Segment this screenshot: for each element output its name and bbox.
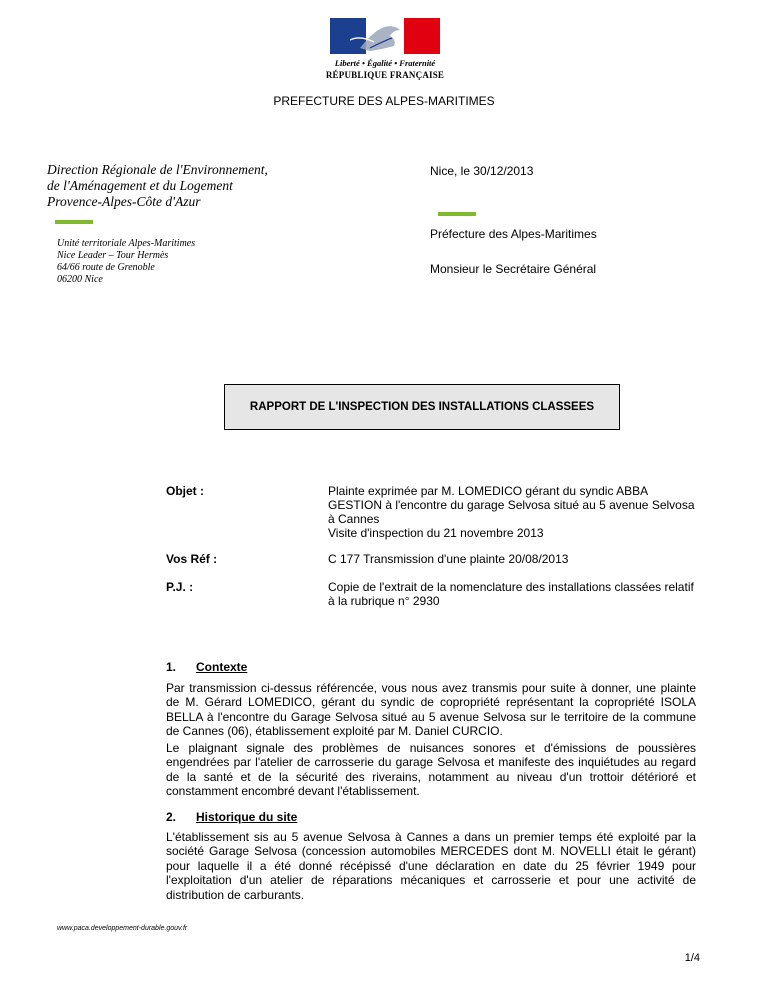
recipient-line: Monsieur le Secrétaire Général — [430, 262, 597, 276]
page-number: 1/4 — [684, 952, 700, 964]
section-1-heading — [166, 660, 247, 674]
accent-divider-left — [55, 220, 93, 224]
paragraph-line: engendrées par l'atelier de carrosserie du garage Selvosa et manifeste des inquiétudes au regard — [166, 755, 696, 770]
paragraph-line: pour laquelle il a été donné récépissé d'une déclaration en date du 25 février 1949 pour — [166, 858, 696, 873]
paragraph-line: BELLA à l'encontre du Garage Selvosa situé au 5 avenue Selvosa sur le territoire de la commune — [166, 709, 696, 724]
unit-line: 06200 Nice — [57, 274, 103, 285]
paragraph-line: l'exploitation d'un atelier de réparations mécaniques et carrosserie et pour une activité de — [166, 873, 696, 888]
accent-divider-right — [438, 212, 476, 216]
paragraph-line: Par transmission ci-dessus référencée, vous nous avez transmis pour suite à donner, une plainte — [166, 681, 696, 695]
pj-label: P.J. : — [166, 580, 194, 594]
pj-value — [328, 580, 702, 608]
objet-line: Visite d'inspection du 21 novembre 2013 — [328, 526, 544, 540]
objet-line: à Cannes — [328, 512, 380, 526]
date-line: Nice, le 30/12/2013 — [430, 164, 534, 178]
pj-line: à la rubrique n° 2930 — [328, 594, 440, 608]
paragraph-line: de M. Gérard LOMEDICO, gérant du syndic de copropriété représentant la copropriété ISOLA — [166, 695, 696, 710]
republic-motto: Liberté • Égalité • Fraternité — [334, 58, 436, 68]
paragraph-line: Le plaignant signale des problèmes de nuisances sonores et d'émissions de poussières — [166, 741, 696, 755]
direction-line: Provence-Alpes-Côte d'Azur — [47, 194, 201, 209]
paragraph-line: de la santé et de la sécurité des riverains, notamment au niveau d'un trottoir détérioré et — [166, 769, 696, 784]
section-2-paragraph-1 — [166, 830, 696, 902]
pj-line: Copie de l'extrait de la nomenclature des installations classées relatif — [328, 580, 694, 594]
footer-url: www.paca.developpement-durable.gouv.fr — [57, 925, 188, 932]
paragraph-line: L'établissement sis au 5 avenue Selvosa à Cannes a dans un premier temps été exploité par la — [166, 830, 696, 844]
vosref-label: Vos Réf : — [166, 552, 218, 566]
direction-line: Direction Régionale de l'Environnement, — [47, 162, 268, 177]
recipient-line: Préfecture des Alpes-Maritimes — [430, 227, 597, 241]
section-1-paragraph-2 — [166, 741, 696, 799]
objet-line: GESTION à l'encontre du garage Selvosa situé au 5 avenue Selvosa — [328, 498, 695, 512]
objet-label: Objet : — [166, 484, 204, 498]
objet-line: Plainte exprimée par M. LOMEDICO gérant du syndic ABBA — [328, 484, 649, 498]
unit-line: Unité territoriale Alpes-Maritimes — [57, 238, 196, 249]
unit-line: 64/66 route de Grenoble — [57, 262, 155, 273]
paragraph-line: de Cannes (06), établissement exploité par M. Daniel CURCIO. — [166, 724, 503, 739]
section-number: 1. — [166, 660, 177, 674]
vosref-value: C 177 Transmission d'une plainte 20/08/2013 — [328, 552, 569, 566]
paragraph-line: constamment encombré devant l'établissement. — [166, 784, 420, 799]
unit-line: Nice Leader – Tour Hermès — [57, 250, 169, 261]
report-title-box — [224, 384, 620, 430]
section-title: Historique du site — [196, 810, 298, 824]
objet-value — [328, 484, 702, 540]
direction-block — [47, 162, 268, 210]
section-number: 2. — [166, 810, 177, 824]
marianne-emblem-icon — [330, 18, 440, 58]
section-2-heading — [166, 810, 297, 824]
paragraph-line: société Garage Selvosa (concession automobiles MERCEDES dont M. NOVELLI était le gérant) — [166, 844, 696, 859]
prefecture-header: PREFECTURE DES ALPES-MARITIMES — [273, 94, 495, 108]
republic-name: RÉPUBLIQUE FRANÇAISE — [325, 70, 445, 80]
report-title: RAPPORT DE L'INSPECTION DES INSTALLATIONS CLASSEES — [249, 401, 595, 413]
direction-line: de l'Aménagement et du Logement — [47, 178, 233, 193]
paragraph-line: distribution de carburants. — [166, 887, 305, 902]
section-title: Contexte — [196, 660, 248, 674]
section-1-paragraph-1 — [166, 681, 696, 739]
unit-address-block — [57, 238, 195, 286]
